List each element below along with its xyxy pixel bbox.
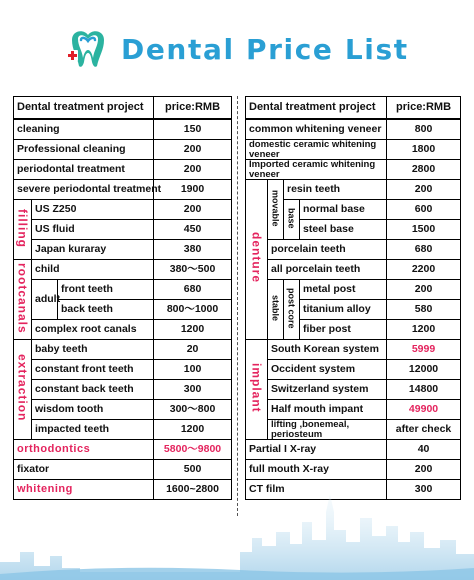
table-row xyxy=(246,140,461,160)
row-price: 1200 xyxy=(154,320,232,340)
row-price: 300～800 xyxy=(154,400,232,420)
row-price: 150 xyxy=(154,119,232,140)
row-price: 380 xyxy=(154,240,232,260)
row-price: 2200 xyxy=(387,260,461,280)
row-label-orthodontics: orthodontics xyxy=(14,440,154,460)
row-label: US Z250 xyxy=(32,200,154,220)
row-label: complex root canals xyxy=(32,320,154,340)
category-denture: denture xyxy=(246,180,268,340)
table-header xyxy=(14,97,232,120)
table-row xyxy=(14,140,232,160)
row-label: Half mouth impant xyxy=(268,400,387,420)
row-price: 680 xyxy=(387,240,461,260)
table-row xyxy=(14,280,232,300)
row-price: 600 xyxy=(387,200,461,220)
row-price: 49900 xyxy=(387,400,461,420)
table-row xyxy=(246,240,461,260)
row-label: Switzerland system xyxy=(268,380,387,400)
table-row xyxy=(14,380,232,400)
category-extraction: extraction xyxy=(14,340,32,440)
row-price: 5999 xyxy=(387,340,461,360)
tooth-logo-icon xyxy=(66,26,110,70)
category-implant: implant xyxy=(246,340,268,440)
row-label: Occident system xyxy=(268,360,387,380)
header-project: Dental treatment project xyxy=(14,97,154,120)
row-label: common whitening veneer xyxy=(246,119,387,140)
row-label: metal post xyxy=(300,280,387,300)
row-label: normal base xyxy=(300,200,387,220)
table-row xyxy=(246,280,461,300)
row-label: resin teeth xyxy=(284,180,387,200)
row-label: Imported ceramic whitening veneer xyxy=(246,160,387,180)
row-price: 20 xyxy=(154,340,232,360)
row-price: 1200 xyxy=(154,420,232,440)
row-price: 40 xyxy=(387,440,461,460)
page-title: Dental Price List xyxy=(121,33,409,66)
header-price: price:RMB xyxy=(154,97,232,120)
row-label: Japan kuraray xyxy=(32,240,154,260)
row-price: 1800 xyxy=(387,140,461,160)
row-label: fixator xyxy=(14,460,154,480)
row-label: constant back teeth xyxy=(32,380,154,400)
row-label: all porcelain teeth xyxy=(268,260,387,280)
table-row xyxy=(246,160,461,180)
row-price: 200 xyxy=(387,280,461,300)
table-row xyxy=(246,260,461,280)
row-label: baby teeth xyxy=(32,340,154,360)
subgroup-base: base xyxy=(284,200,300,240)
row-label-whitening: whitening xyxy=(14,480,154,500)
category-rootcanals: rootcanals xyxy=(14,260,32,340)
row-price: 100 xyxy=(154,360,232,380)
table-row xyxy=(246,440,461,460)
table-header xyxy=(246,97,461,120)
row-label: Partial I X-ray xyxy=(246,440,387,460)
row-price: 200 xyxy=(387,180,461,200)
row-price: 800 xyxy=(387,119,461,140)
row-price: 1900 xyxy=(154,180,232,200)
row-label: child xyxy=(32,260,154,280)
row-label: constant front teeth xyxy=(32,360,154,380)
row-label: lifting ,bonemeal, periosteum xyxy=(268,420,387,440)
table-row xyxy=(14,200,232,220)
row-price: 680 xyxy=(154,280,232,300)
table-row xyxy=(14,180,232,200)
table-row xyxy=(14,340,232,360)
row-label: impacted teeth xyxy=(32,420,154,440)
row-price: 1600~2800 xyxy=(154,480,232,500)
row-price: 12000 xyxy=(387,360,461,380)
table-row xyxy=(246,400,461,420)
category-filling: filling xyxy=(14,200,32,260)
row-price: 200 xyxy=(154,200,232,220)
row-price: 5800～9800 xyxy=(154,440,232,460)
row-price: 300 xyxy=(387,480,461,500)
table-row xyxy=(14,440,232,460)
row-label: steel base xyxy=(300,220,387,240)
row-price: 450 xyxy=(154,220,232,240)
subgroup-movable: movable xyxy=(268,180,284,240)
table-row xyxy=(246,380,461,400)
row-label: domestic ceramic whitening veneer xyxy=(246,140,387,160)
subgroup-stable: stable xyxy=(268,280,284,340)
row-label: CT film xyxy=(246,480,387,500)
header-project: Dental treatment project xyxy=(246,97,387,120)
row-label: titanium alloy xyxy=(300,300,387,320)
table-row xyxy=(14,320,232,340)
row-price: 580 xyxy=(387,300,461,320)
left-price-table xyxy=(13,96,232,500)
table-row xyxy=(14,220,232,240)
table-row xyxy=(246,180,461,200)
table-row xyxy=(246,119,461,140)
table-row xyxy=(14,360,232,380)
table-row xyxy=(14,460,232,480)
city-skyline-decoration xyxy=(0,482,474,580)
table-row xyxy=(14,160,232,180)
row-price: 14800 xyxy=(387,380,461,400)
row-price: after check xyxy=(387,420,461,440)
row-label: porcelain teeth xyxy=(268,240,387,260)
row-price: 300 xyxy=(154,380,232,400)
table-row xyxy=(14,240,232,260)
row-label: US fluid xyxy=(32,220,154,240)
row-label: back teeth xyxy=(58,300,154,320)
table-row xyxy=(246,360,461,380)
right-price-table xyxy=(245,96,461,500)
header-price: price:RMB xyxy=(387,97,461,120)
subgroup-adult: adult xyxy=(32,280,58,320)
row-price: 800～1000 xyxy=(154,300,232,320)
table-row xyxy=(14,260,232,280)
row-label: periodontal treatment xyxy=(14,160,154,180)
row-label: front teeth xyxy=(58,280,154,300)
row-label: South Korean system xyxy=(268,340,387,360)
row-label: fiber post xyxy=(300,320,387,340)
table-row xyxy=(246,420,461,440)
table-row xyxy=(14,420,232,440)
row-label: full mouth X-ray xyxy=(246,460,387,480)
row-price: 1500 xyxy=(387,220,461,240)
table-row xyxy=(14,119,232,140)
row-label: wisdom tooth xyxy=(32,400,154,420)
table-row xyxy=(246,460,461,480)
table-row xyxy=(246,340,461,360)
row-price: 200 xyxy=(154,160,232,180)
row-price: 200 xyxy=(387,460,461,480)
header xyxy=(0,0,474,92)
row-price: 2800 xyxy=(387,160,461,180)
row-label: cleaning xyxy=(14,119,154,140)
row-label: severe periodontal treatment xyxy=(14,180,154,200)
row-price: 380～500 xyxy=(154,260,232,280)
row-price: 500 xyxy=(154,460,232,480)
row-price: 1200 xyxy=(387,320,461,340)
row-label: Professional cleaning xyxy=(14,140,154,160)
table-row xyxy=(14,400,232,420)
row-price: 200 xyxy=(154,140,232,160)
subgroup-post-core: post core xyxy=(284,280,300,340)
column-divider xyxy=(237,96,239,516)
